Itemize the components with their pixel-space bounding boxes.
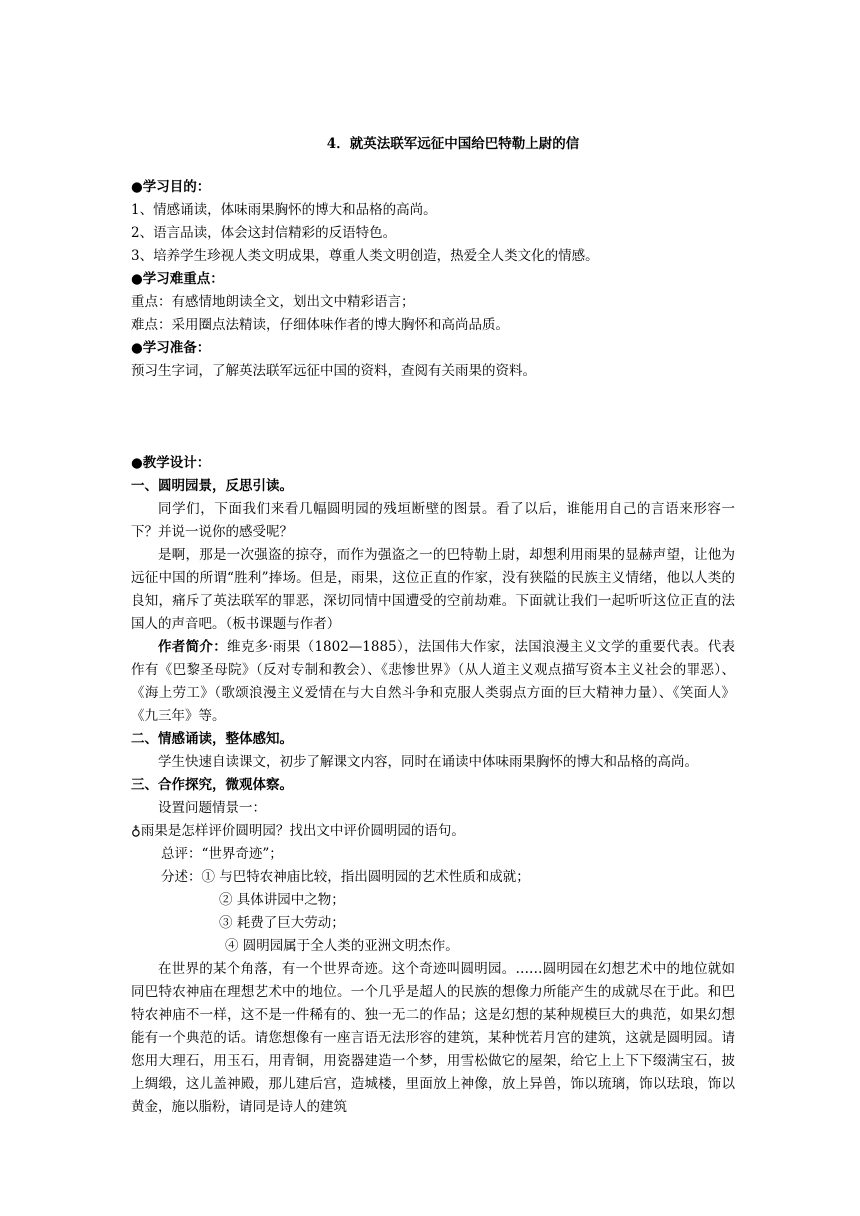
goal-item: 2、语言品读，体会这封信精彩的反语特色。 [131, 225, 397, 241]
keypoints-heading: ●学习难重点： [131, 271, 224, 287]
question: ♁雨果是怎样评价圆明园？找出文中评价圆明园的语句。 [131, 823, 465, 839]
spacer [131, 383, 735, 452]
summary-line: 总评：“世界奇迹”； [161, 846, 283, 862]
point-item: 分述：① 与巴特农神庙比较，指出圆明园的艺术性质和成就； [161, 869, 530, 885]
goal-item: 3、培养学生珍视人类文明成果，尊重人类文明创造，热爱全人类文化的情感。 [131, 248, 599, 264]
section-3-heading: 三、合作探究，微观体察。 [131, 777, 293, 793]
author-intro-text: 维克多·雨果（1802—1885），法国伟大作家，法国浪漫主义文学的重要代表。代表作有《巴黎圣母院》（反对专制和教会）、《悲惨世界》（从人道主义观点描写资本主义社会的罪恶）、《海上劳工》（歌颂浪漫主义爱情在与大自然斗争和克服人类弱点方面的巨大精神力量）、《笑面人》《九三年》等。 [131, 639, 736, 724]
prep-heading: ●学习准备： [131, 340, 211, 356]
author-intro [131, 636, 735, 728]
keypoint-item: 重点：有感情地朗读全文，划出文中精彩语言； [131, 294, 415, 310]
section-1-paragraph: 是啊，那是一次强盗的掠夺，而作为强盗之一的巴特勒上尉，却想利用雨果的显赫声望，让他为远征中国的所谓“胜利”捧场。但是，雨果，这位正直的作家，没有狭隘的民族主义情绪，他以人类的良知，痛斥了英法联军的罪恶，深切同情中国遭受的空前劫难。下面就让我们一起听听这位正直的法国人的声音吧。（板书课题与作者） [131, 547, 735, 632]
scenario-intro: 设置问题情景一： [158, 800, 266, 816]
keypoint-item: 难点：采用圈点法精读，仔细体味作者的博大胸怀和高尚品质。 [131, 317, 509, 333]
author-intro-label: 作者简介： [158, 639, 228, 655]
design-heading: ●教学设计： [131, 455, 211, 471]
document-title: 4．就英法联军远征中国给巴特勒上尉的信 [326, 136, 580, 152]
point-item: ② 具体讲园中之物； [219, 892, 345, 908]
prep-text: 预习生字词，了解英法联军远征中国的资料，查阅有关雨果的资料。 [131, 363, 536, 379]
section-2-heading: 二、情感诵读，整体感知。 [131, 731, 293, 747]
goal-item: 1、情感诵读，体味雨果胸怀的博大和品格的高尚。 [131, 202, 437, 218]
section-1-heading: 一、圆明园景，反思引读。 [131, 478, 293, 494]
section-2-paragraph: 学生快速自读课文，初步了解课文内容，同时在诵读中体味雨果胸怀的博大和品格的高尚。 [158, 754, 698, 770]
point-item: ③ 耗费了巨大劳动； [219, 915, 345, 931]
goals-heading: ●学习目的： [131, 179, 211, 195]
point-item: ④ 圆明园属于全人类的亚洲文明杰作。 [225, 938, 459, 954]
section-1-paragraph: 同学们，下面我们来看几幅圆明园的残垣断壁的图景。看了以后，谁能用自己的言语来形容一下？并说一说你的感受呢？ [131, 501, 735, 540]
document-body [131, 133, 735, 1119]
quote-paragraph: 在世界的某个角落，有一个世界奇迹。这个奇迹叫圆明园。……圆明园在幻想艺术中的地位就如同巴特农神庙在理想艺术中的地位。一个几乎是超人的民族的想像力所能产生的成就尽在于此。和巴特农神庙不一样，这不是一件稀有的、独一无二的作品；这是幻想的某种规模巨大的典范，如果幻想能有一个典范的话。请您想像有一座言语无法形容的建筑，某种恍若月宫的建筑，这就是圆明园。请您用大理石，用玉石，用青铜，用瓷器建造一个梦，用雪松做它的屋架，给它上上下下缀满宝石，披上绸缎，这儿盖神殿，那儿建后宫，造城楼，里面放上神像，放上异兽，饰以琉璃，饰以珐琅，饰以黄金，施以脂粉，请同是诗人的建筑 [131, 961, 735, 1115]
